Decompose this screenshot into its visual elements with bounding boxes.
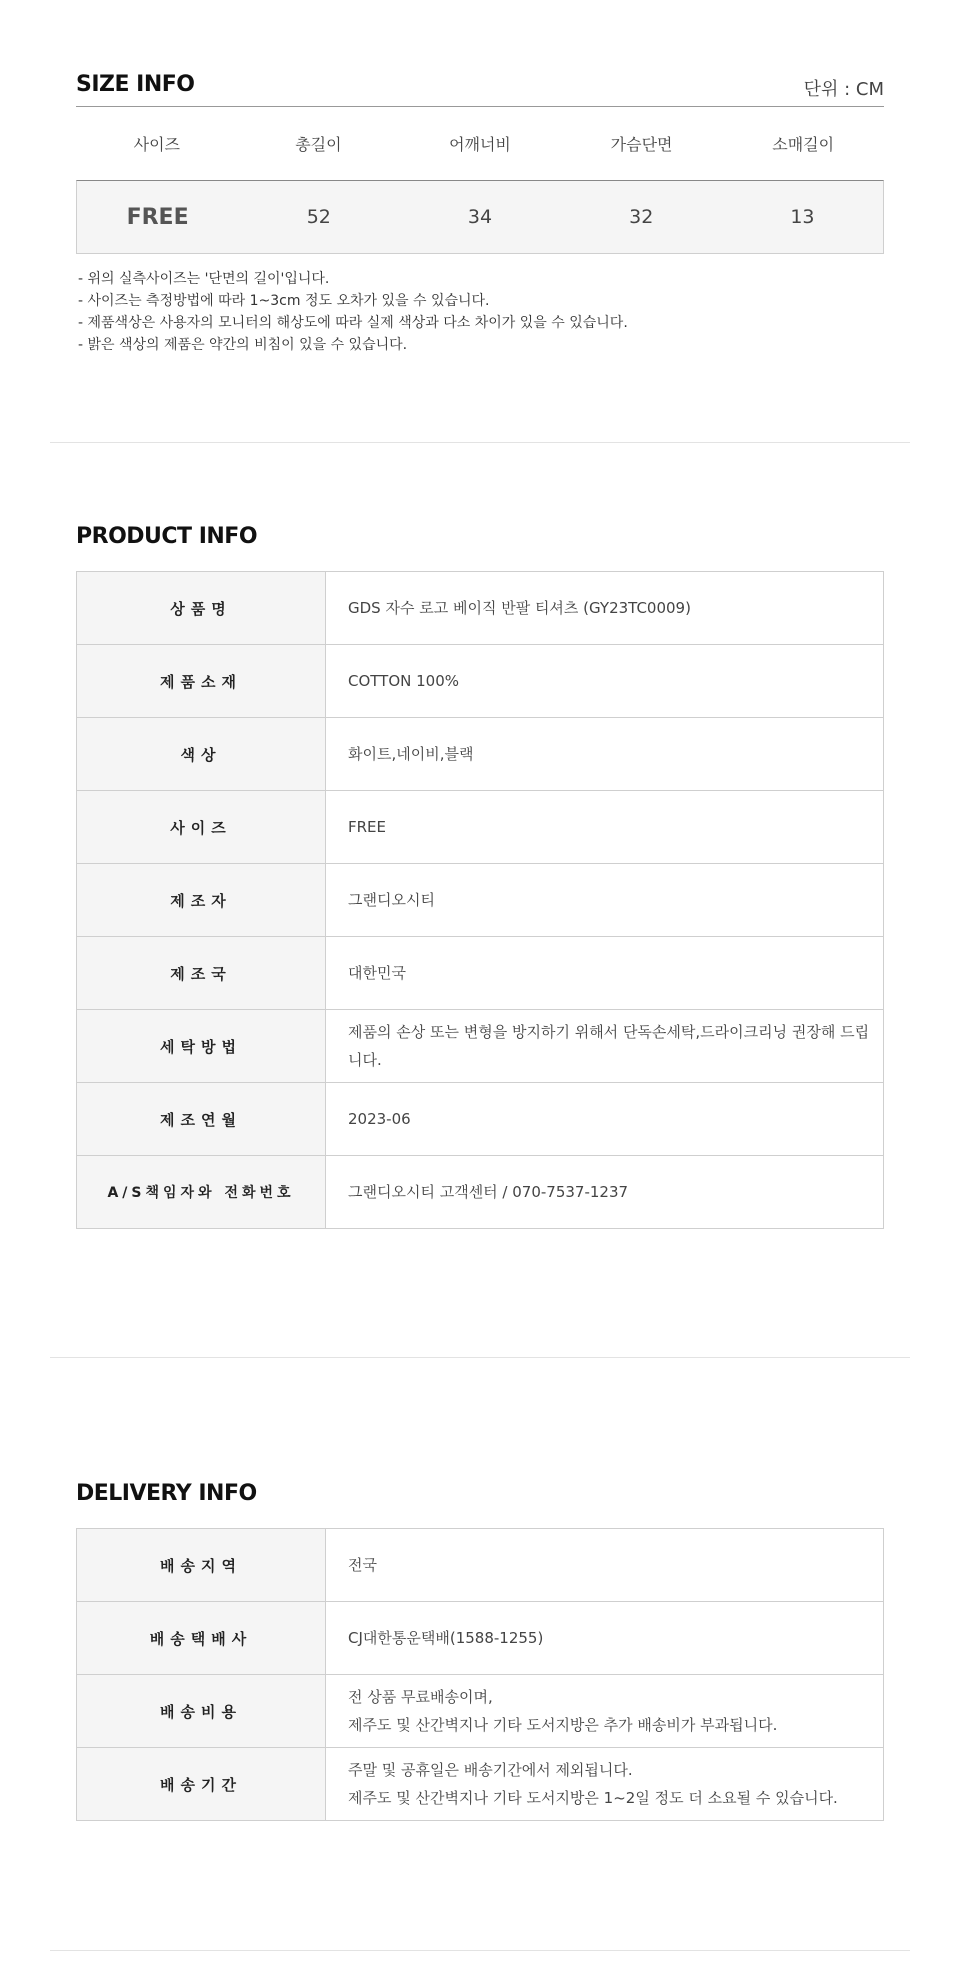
delivery-info-line: 전국 [348,1556,377,1574]
size-note: - 제품색상은 사용자의 모니터의 해상도에 따라 실제 색상과 다소 차이가 있을 수 있습니다. [78,315,628,331]
delivery-info-value [326,1675,883,1747]
size-notes [78,268,628,356]
delivery-info-label: 배송택배사 [77,1602,326,1674]
delivery-info-value [326,1602,883,1674]
product-info-title: PRODUCT INFO [76,524,258,549]
product-info-row [77,572,883,645]
size-header-cell: 소매길이 [772,134,835,154]
product-info-label: A/S책임자와 전화번호 [77,1156,326,1228]
product-info-value: 그랜디오시티 [348,891,435,909]
product-info-value: 제품의 손상 또는 변형을 방지하기 위해서 단독손세탁,드라이크리닝 권장해 드립니다. [348,1023,870,1069]
product-info-value: 2023-06 [348,1110,411,1128]
size-note: - 사이즈는 측정방법에 따라 1~3cm 정도 오차가 있을 수 있습니다. [78,293,490,309]
delivery-info-value [326,1529,883,1601]
section-divider [50,442,910,443]
size-cell: 34 [467,206,493,228]
product-info-label: 제조연월 [77,1083,326,1155]
size-table-row [76,180,884,254]
delivery-info-line: 제주도 및 산간벽지나 기타 도서지방은 1~2일 정도 더 소요될 수 있습니다. [348,1789,838,1807]
product-info-row [77,645,883,718]
size-header-cell: 사이즈 [133,134,180,154]
size-table-header [76,107,884,179]
product-info-row [77,791,883,864]
delivery-info-label: 배송기간 [77,1748,326,1820]
delivery-info-line: CJ대한통운택배(1588-1255) [348,1629,544,1647]
product-info-value: 화이트,네이비,블랙 [348,745,474,763]
product-info-row [77,1156,883,1229]
unit-label: 단위 : CM [803,79,884,100]
size-cell: FREE [126,204,189,230]
delivery-info-line: 주말 및 공휴일은 배송기간에서 제외됩니다. [348,1761,633,1779]
size-note: - 위의 실측사이즈는 '단면의 길이'입니다. [78,271,330,287]
product-info-label: 색상 [77,718,326,790]
product-info-label: 상품명 [77,572,326,644]
section-divider [50,1950,910,1951]
delivery-info-label: 배송비용 [77,1675,326,1747]
product-info-value: FREE [348,818,387,836]
delivery-info-value [326,1748,883,1820]
product-info-value: 대한민국 [348,964,406,982]
delivery-info-line: 전 상품 무료배송이며, [348,1688,493,1706]
product-info-row [77,1083,883,1156]
delivery-info-label: 배송지역 [77,1529,326,1601]
delivery-info-row [77,1675,883,1748]
delivery-info-title: DELIVERY INFO [76,1481,257,1506]
product-info-label: 제조국 [77,937,326,1009]
size-cell: 52 [306,206,331,228]
product-info-value: COTTON 100% [348,672,460,690]
size-header-cell: 총길이 [295,134,342,154]
product-info-row [77,718,883,791]
section-divider [50,1357,910,1358]
delivery-info-line: 제주도 및 산간벽지나 기타 도서지방은 추가 배송비가 부과됩니다. [348,1716,778,1734]
size-cell: 32 [629,206,654,228]
product-info-value: GDS 자수 로고 베이직 반팔 티셔츠 (GY23TC0009) [348,599,691,617]
delivery-info-row [77,1748,883,1821]
product-info-row [77,1010,883,1083]
product-info-label: 제조자 [77,864,326,936]
delivery-info-row [77,1602,883,1675]
product-info-label: 세탁방법 [77,1010,326,1082]
size-note: - 밝은 색상의 제품은 약간의 비침이 있을 수 있습니다. [78,337,408,353]
delivery-info-table [76,1528,884,1821]
product-info-table [76,571,884,1229]
delivery-info-row [77,1529,883,1602]
product-info-row [77,937,883,1010]
size-header-cell: 가슴단면 [610,134,673,154]
size-info-title: SIZE INFO [76,72,195,97]
product-info-label: 사이즈 [77,791,326,863]
product-info-label: 제품소재 [77,645,326,717]
product-info-value: 그랜디오시티 고객센터 / 070-7537-1237 [348,1183,629,1201]
size-cell: 13 [790,206,815,228]
size-header-cell: 어깨너비 [449,134,511,154]
product-info-row [77,864,883,937]
